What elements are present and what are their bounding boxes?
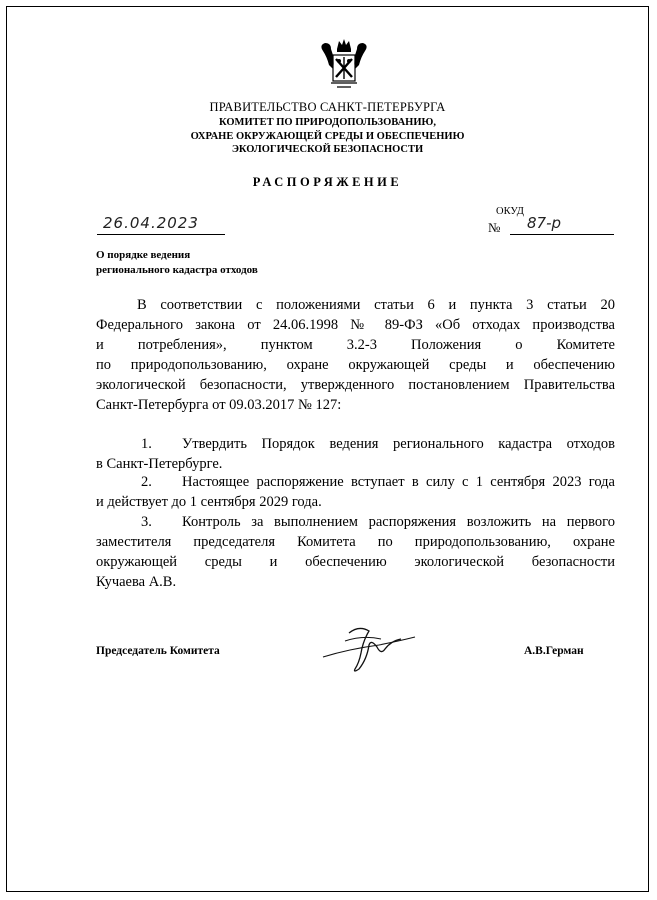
okud-label: ОКУД xyxy=(496,206,524,217)
document-type-title: РАСПОРЯЖЕНИЕ xyxy=(252,175,403,189)
document-subject xyxy=(96,248,258,278)
text-line: Утвердить Порядок ведения регионального кадастра отходов xyxy=(182,436,615,452)
number-underline xyxy=(510,234,614,235)
number-label: № xyxy=(488,220,501,235)
text-line: по природопользованию, охране окружающей среды и обеспечению xyxy=(96,357,615,373)
subject-line: регионального кадастра отходов xyxy=(96,264,258,276)
document-date: 26.04.2023 xyxy=(103,214,199,232)
department-line: ОХРАНЕ ОКРУЖАЮЩЕЙ СРЕДЫ И ОБЕСПЕЧЕНИЮ xyxy=(190,131,465,142)
document-number: 87-р xyxy=(527,214,562,232)
text-line: Контроль за выполнением распоряжения возложить на первого xyxy=(182,514,615,530)
text-line: Настоящее распоряжение вступает в силу с 1 сентября 2023 года xyxy=(182,474,615,490)
saint-petersburg-coat-of-arms-icon xyxy=(317,35,371,93)
text-line: и действует до 1 сентября 2029 года. xyxy=(96,494,322,510)
item-number: 1. xyxy=(141,436,152,452)
date-underline xyxy=(97,234,225,235)
list-item xyxy=(96,512,615,592)
list-item xyxy=(96,472,615,512)
subject-line: О порядке ведения xyxy=(96,249,191,261)
text-line: Федерального закона от 24.06.1998 № 89-ФЗ «Об отходах производства xyxy=(96,317,615,333)
department-line: ЭКОЛОГИЧЕСКОЙ БЕЗОПАСНОСТИ xyxy=(231,144,424,155)
text-line: в Санкт-Петербурге. xyxy=(96,456,223,472)
item-number: 2. xyxy=(141,474,152,490)
signatory-name: А.В.Герман xyxy=(524,645,584,657)
text-line: Санкт-Петербурга от 09.03.2017 № 127: xyxy=(96,397,342,413)
item-number: 3. xyxy=(141,514,152,530)
text-line: Кучаева А.В. xyxy=(96,574,177,590)
document-page xyxy=(6,6,649,892)
org-title: ПРАВИТЕЛЬСТВО САНКТ-ПЕТЕРБУРГА xyxy=(209,100,446,114)
text-line: экологической безопасности, утвержденного постановлением Правительства xyxy=(96,377,615,393)
list-item xyxy=(96,434,615,474)
department-line: КОМИТЕТ ПО ПРИРОДОПОЛЬЗОВАНИЮ, xyxy=(219,117,436,128)
text-line: и потребления», пунктом 3.2-3 Положения о Комитете xyxy=(96,337,615,353)
text-line: окружающей среды и обеспечению экологической безопасности xyxy=(96,554,615,570)
text-line: заместителя председателя Комитета по природопользованию, охране xyxy=(96,534,615,550)
text-line: В соответствии с положениями статьи 6 и пункта 3 статьи 20 xyxy=(137,297,615,313)
handwritten-signature xyxy=(319,619,419,681)
signatory-title: Председатель Комитета xyxy=(96,645,220,657)
preamble-paragraph xyxy=(96,295,615,415)
